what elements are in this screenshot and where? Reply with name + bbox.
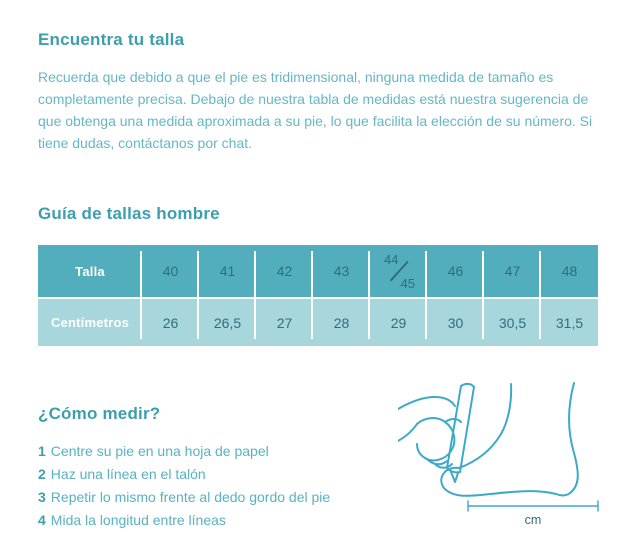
- size-cell: 41: [219, 263, 236, 279]
- size-cell-44-45: [370, 245, 427, 297]
- how-to-measure-heading: ¿Cómo medir?: [38, 404, 161, 423]
- size-guide-heading: Guía de tallas hombre: [38, 204, 220, 223]
- size-cell: 47: [504, 263, 521, 279]
- intro-heading: Encuentra tu talla: [38, 30, 185, 49]
- cm-cell: 27: [276, 314, 293, 331]
- size-cell: 42: [276, 263, 293, 279]
- size-cell-bottom-value: 45: [400, 276, 415, 291]
- pencil-cap-line: [461, 384, 474, 387]
- size-table-row-centimetros: [38, 299, 598, 346]
- hand-arm-top-line: [398, 397, 455, 409]
- cm-cell: 31,5: [555, 314, 584, 331]
- size-table-row-talla: [38, 245, 598, 297]
- step-number: 3: [38, 489, 46, 505]
- cm-cell: 26,5: [213, 314, 242, 331]
- step-number: 4: [38, 512, 46, 528]
- cm-cell: 30,5: [498, 314, 527, 331]
- size-cell: 46: [447, 263, 464, 279]
- cm-row-header: Centímetros: [50, 315, 130, 330]
- pencil-point-line: [451, 472, 458, 482]
- foot-sole-line: [449, 491, 556, 496]
- intro-section: [38, 30, 643, 154]
- size-cell: 40: [162, 263, 179, 279]
- cm-cell: 30: [447, 314, 464, 331]
- cm-cell: 29: [390, 314, 407, 331]
- hand-thumb-line: [445, 419, 461, 422]
- size-table: [38, 245, 598, 346]
- cm-cell: 28: [333, 314, 350, 331]
- foot-heel-line: [556, 383, 578, 495]
- step-text: Repetir lo mismo frente al dedo gordo del pie: [50, 489, 331, 505]
- measure-unit-label: cm: [524, 513, 542, 527]
- step-text: Haz una línea en el talón: [50, 466, 206, 482]
- cm-cell: 26: [162, 314, 179, 331]
- step-text: Centre su pie en una hoja de papel: [50, 443, 269, 459]
- size-cell: 43: [333, 263, 350, 279]
- foot-measurement-illustration: [398, 381, 628, 536]
- step-number: 1: [38, 443, 46, 459]
- intro-paragraph: Recuerda que debido a que el pie es tridimensional, ninguna medida de tamaño es completamente precisa. Debajo de nuestra tabla de medidas está nuestra sugerencia de que obtenga una medida aproximada a su pie, lo que facilita la elección de su número. Si tiene dudas, contáctanos por chat.: [38, 69, 593, 151]
- size-row-header: Talla: [75, 263, 105, 279]
- size-cell: 48: [561, 263, 578, 279]
- hand-arm-bottom-line: [398, 424, 417, 441]
- step-number: 2: [38, 466, 46, 482]
- step-text: Mida la longitud entre líneas: [50, 512, 226, 528]
- size-cell-top-value: 44: [384, 252, 399, 267]
- size-guide-section: [38, 204, 643, 346]
- pencil-side-line: [460, 387, 474, 472]
